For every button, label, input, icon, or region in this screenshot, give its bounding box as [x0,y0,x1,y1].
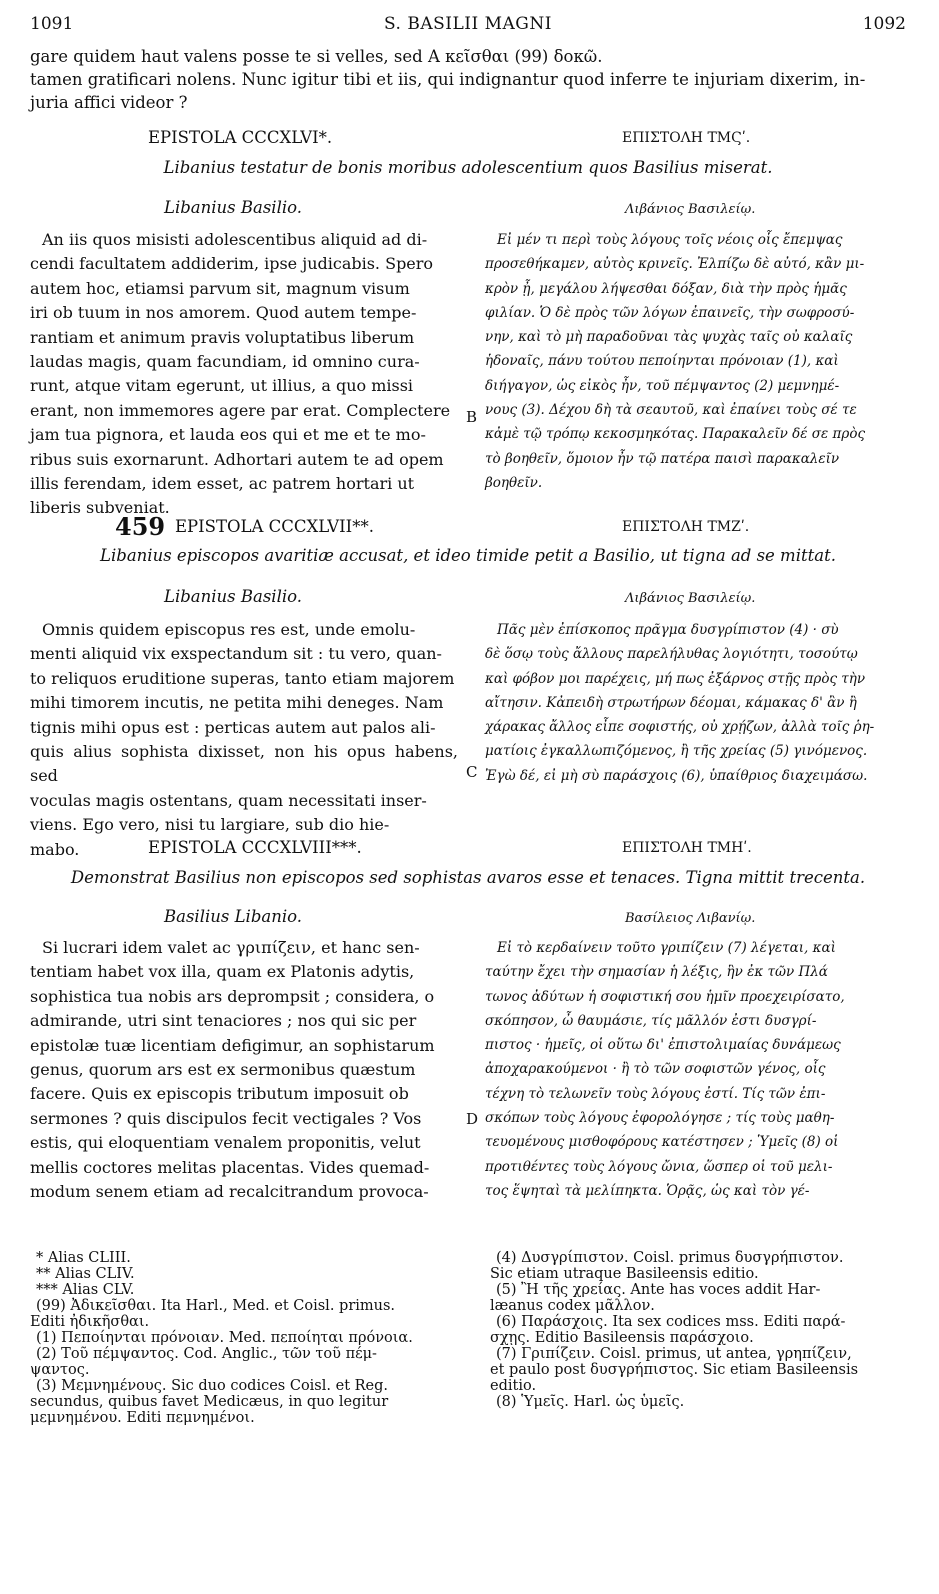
epistola-348-title-greek: ΕΠΙΣΤΟΛΗ ΤΜΗʹ. [622,840,752,856]
text-line: νους (3). Δέχου δὴ τὰ σεαυτοῦ, καὶ ἐπαίνει τοὺς σέ τε [485,402,857,419]
text-line: tignis mihi opus est : perticas autem aut palos ali- [30,717,436,737]
text-line: autem hoc, etiamsi parvum sit, magnum visum [30,278,410,298]
epistola-347-byline-greek: Λιβάνιος Βασιλείῳ. [625,591,756,606]
margin-letter: C [466,763,478,781]
text-line: rantiam et animum pravis voluptatibus liberum [30,327,415,347]
footnotes-left [30,1250,458,1426]
epistola-347-greek-text [485,618,906,788]
footnote-line: ψαντος. [30,1362,90,1378]
footnote-line: (6) Παράσχοις. Ita sex codices mss. Editi παρά- [496,1314,846,1330]
text-line: διήγαγον, ὡς εἰκὸς ἦν, τοῦ πέμψαντος (2) μεμνημέ- [485,377,840,394]
epistola-348-latin-text [30,936,458,1204]
text-line: estis, qui eloquentiam venalem proponitis, velut [30,1133,421,1153]
epistola-348-title-latin: EPISTOLA CCCXLVIII***. [148,838,362,857]
continuation-text [30,45,906,114]
text-line: κρὸν ᾖ, μεγάλου λήψεσθαι δόξαν, διὰ τὴν πρὸς ἡμᾶς [485,280,847,297]
text-line: to reliquos eruditione superas, tanto etiam majorem [30,668,455,688]
footnote-line: (7) Γριπίζειν. Coisl. primus, ut antea, γρηπίζειν, [496,1346,852,1362]
footnote-line: (3) Μεμνημένους. Sic duo codices Coisl. et Reg. [36,1378,389,1394]
text-line: menti aliquid vix exspectandum sit : tu vero, quan- [30,644,442,664]
continuation-line: juria affici videor ? [30,93,188,112]
footnote-line: μεμνημένου. Editi πεμνημένοι. [30,1410,255,1426]
text-line: ribus suis exornarunt. Adhortari autem te ad opem [30,449,444,469]
text-line: cendi facultatem addiderim, ipse judicabis. Spero [30,254,434,274]
text-line: φιλίαν. Ὁ δὲ πρὸς τῶν λόγων ἐπαινεῖς, τὴν σωφροσύ- [485,304,855,321]
epistola-348-greek-text [485,936,906,1203]
epistola-348-byline-latin: Basilius Libanio. [164,907,303,926]
epistola-347-latin-text [30,618,458,862]
text-line: An iis quos misisti adolescentibus aliquid ad di- [42,230,428,249]
footnote-line: ** Alias CLIV. [36,1266,135,1282]
footnotes-right [490,1250,906,1410]
text-line: viens. Ego vero, nisi tu largiare, sub dio hie- [30,815,390,835]
text-line: illis ferendam, idem esset, ac patrem hortari ut [30,474,415,494]
text-line: mabo. [30,839,80,859]
text-line: laudas magis, quam facundiam, id omnino cura- [30,352,420,372]
epistola-348-summary: Demonstrat Basilius non episcopos sed sophistas avaros esse et tenaces. Tigna mittit trecenta. [70,868,866,887]
margin-letter: D [466,1110,479,1128]
epistola-346-greek-text [485,228,906,495]
text-line: ματίοις ἐγκαλλωπιζόμενος, ἢ τῆς χρείας (5) γινόμενος. [485,743,868,760]
footnote-line: læanus codex μᾶλλον. [490,1298,655,1314]
continuation-line: tamen gratificari nolens. Nunc igitur tibi et iis, qui indignantur quod inferre te injuriam dixerim, in- [30,70,866,89]
text-line: mihi timorem incutis, ne petita mihi deneges. Nam [30,693,444,713]
text-line: κἀμὲ τῷ τρόπῳ κεκοσμηκότας. Παρακαλεῖν δέ σε πρὸς [485,426,866,443]
text-line: Omnis quidem episcopus res est, unde emolu- [42,620,416,639]
epistola-347-byline-latin: Libanius Basilio. [164,587,303,606]
text-line: ἀποχαρακούμενοι · ἢ τὸ τῶν σοφιστῶν γένος, οἷς [485,1061,826,1078]
footnote-line: (2) Τοῦ πέμψαντος. Cod. Anglic., τῶν τοῦ πέμ- [36,1346,377,1362]
footnote-line: (99) Ἀδικεῖσθαι. Ita Harl., Med. et Coisl. primus. [36,1298,396,1314]
continuation-line: gare quidem haut valens posse te si velles, sed A κεῖσθαι (99) δοκῶ. [30,47,603,66]
text-line: προτιθέντες τοὺς λόγους ὤνια, ὥσπερ οἱ τοῦ μελι- [485,1158,833,1175]
text-line: δὲ ὅσῳ τοὺς ἄλλους παρελήλυθας λογιότητι, τοσούτῳ [485,646,858,663]
footnote-line: editio. [490,1378,537,1394]
text-line: genus, quorum ars est ex sermonibus quæstum [30,1060,416,1080]
running-title: S. BASILII MAGNI [384,14,552,34]
page-number-right: 1092 [862,14,906,34]
footnote-line: (1) Πεποίηνται πρόνοιαν. Med. πεποίηται πρόνοια. [36,1330,413,1346]
text-line: τος ἕψηταὶ τὰ μελίπηκτα. Ὁρᾷς, ὡς καὶ τὸν γέ- [485,1182,810,1199]
footnote-line: (5) Ἢ τῆς χρείας. Ante has voces addit Har- [496,1282,821,1298]
footnote-line: Editi ἠδικῆσθαι. [30,1314,150,1330]
text-line: jam tua pignora, et lauda eos qui et me et te mo- [30,425,426,445]
text-line: προσεθήκαμεν, αὐτὸς κρινεῖς. Ἐλπίζω δὲ αὐτό, κἂν μι- [485,256,865,273]
epistola-347-title-latin: EPISTOLA CCCXLVII**. [175,517,374,536]
epistola-346-byline-latin: Libanius Basilio. [164,198,303,217]
text-line: modum senem etiam ad recalcitrandum provoca- [30,1182,429,1202]
text-line: Πᾶς μὲν ἐπίσκοπος πρᾶγμα δυσγρίπιστον (4) · σὺ [497,622,839,638]
text-line: admirande, utri sint tenaciores ; nos qui sic per [30,1011,417,1031]
text-line: sophistica tua nobis ars deprompsit ; considera, o [30,986,435,1006]
text-line: τευομένους μισθοφόρους κατέστησεν ; Ὑμεῖς (8) οἱ [485,1134,839,1151]
text-line: Ἐγὼ δέ, εἰ μὴ σὺ παράσχοις (6), ὑπαίθριος διαχειμάσω. [485,767,868,784]
text-line: σκόπησον, ὦ θαυμάσιε, τίς μᾶλλόν ἐστι δυσγρί- [485,1012,817,1029]
footnote-line: secundus, quibus favet Medicæus, in quo legitur [30,1394,389,1410]
column-number: 459 [115,512,166,541]
text-line: tentiam habet vox illa, quam ex Platonis adytis, [30,962,415,982]
text-line: καὶ φόβον μοι παρέχεις, μή πως ἐξάρνος στῇς πρὸς τὴν [485,670,866,687]
text-line: τὸ βοηθεῖν, ὅμοιον ἦν τῷ πατέρα παισὶ παρακαλεῖν [485,450,840,467]
text-line: facere. Quis ex episcopis tributum imposuit ob [30,1084,409,1104]
footnote-line: σχῃς. Editio Basileensis παράσχοιο. [490,1330,754,1346]
text-line: χάρακας ἄλλος εἶπε σοφιστής, οὐ χρῄζων, ἀλλὰ τοῖς ῥη- [485,719,875,736]
footnote-line: *** Alias CLV. [36,1282,135,1298]
footnote-line: (8) Ὑμεῖς. Harl. ὡς ὑμεῖς. [496,1394,685,1410]
text-line: Εἰ τὸ κερδαίνειν τοῦτο γριπίζειν (7) λέγεται, καὶ [497,940,836,956]
text-line: βοηθεῖν. [485,474,543,491]
epistola-346-summary: Libanius testatur de bonis moribus adolescentium quos Basilius miserat. [163,158,773,177]
epistola-346-latin-text [30,228,458,521]
text-line: Εἰ μέν τι περὶ τοὺς λόγους τοῖς νέοις οἷς ἔπεμψας [497,232,843,248]
footnote-line: (4) Δυσγρίπιστον. Coisl. primus δυσγρήπιστον. [496,1250,844,1266]
page-number-left: 1091 [30,14,74,34]
text-line: voculas magis ostentans, quam necessitati inser- [30,790,427,810]
text-line: σκόπων τοὺς λόγους ἐφορολόγησε ; τίς τοὺς μαθη- [485,1110,835,1127]
text-line: τέχνη τὸ τελωνεῖν τοὺς λόγους ἐστί. Τίς τῶν ἐπι- [485,1085,826,1102]
text-line: τωνος ἀδύτων ἡ σοφιστική σου ἡμῖν προεχειρίσατο, [485,988,845,1005]
text-line: πιστος · ἡμεῖς, οἱ οὕτω δι' ἐπιστολιμαίας δυνάμεως [485,1037,841,1054]
epistola-346-title-latin: EPISTOLA CCCXLVI*. [148,128,333,147]
epistola-347-summary: Libanius episcopos avaritiæ accusat, et ideo timide petit a Basilio, ut tigna ad se mittat. [100,546,836,565]
epistola-348-byline-greek: Βασίλειος Λιβανίῳ. [625,911,756,926]
text-line: epistolæ tuæ licentiam defigimur, an sophistarum [30,1035,435,1055]
text-line: αἴτησιν. Κἀπειδὴ στρωτήρων δέομαι, κάμακας δ' ἂν ἢ [485,694,857,711]
text-line: sermones ? quis discipulos fecit vectigales ? Vos [30,1108,422,1128]
margin-letter: B [466,408,478,426]
epistola-346-byline-greek: Λιβάνιος Βασιλείῳ. [625,202,756,217]
text-line: νην, καὶ τὸ μὴ παραδοῦναι τὰς ψυχὰς ταῖς οὐ καλαῖς [485,329,853,346]
text-line: Si lucrari idem valet ac γριπίζειν, et hanc sen- [42,938,420,957]
text-line: ἡδοναῖς, πάνυ τούτου πεποίηνται πρόνοιαν (1), καὶ [485,353,839,370]
text-line: mellis coctores melitas placentas. Vides quemad- [30,1157,430,1177]
text-line: liberis subveniat. [30,498,170,518]
text-line: runt, atque vitam egerunt, ut illius, a quo missi [30,376,414,396]
footnote-line: et paulo post δυσγρήπιστος. Sic etiam Basileensis [490,1362,859,1378]
footnote-line: Sic etiam utraque Basileensis editio. [490,1266,759,1282]
epistola-346-title-greek: ΕΠΙΣΤΟΛΗ ΤΜϚʹ. [622,130,751,146]
text-line: quis alius sophista dixisset, non his opus habens, sed [30,742,458,786]
running-header [30,14,906,44]
text-line: ταύτην ἔχει τὴν σημασίαν ἡ λέξις, ἣν ἐκ τῶν Πλά [485,964,828,981]
text-line: iri ob tuum in nos amorem. Quod autem tempe- [30,303,417,323]
footnote-line: * Alias CLIII. [36,1250,131,1266]
text-line: erant, non immemores agere par erat. Complectere [30,400,451,420]
epistola-347-title-greek: ΕΠΙΣΤΟΛΗ ΤΜΖʹ. [622,519,750,535]
